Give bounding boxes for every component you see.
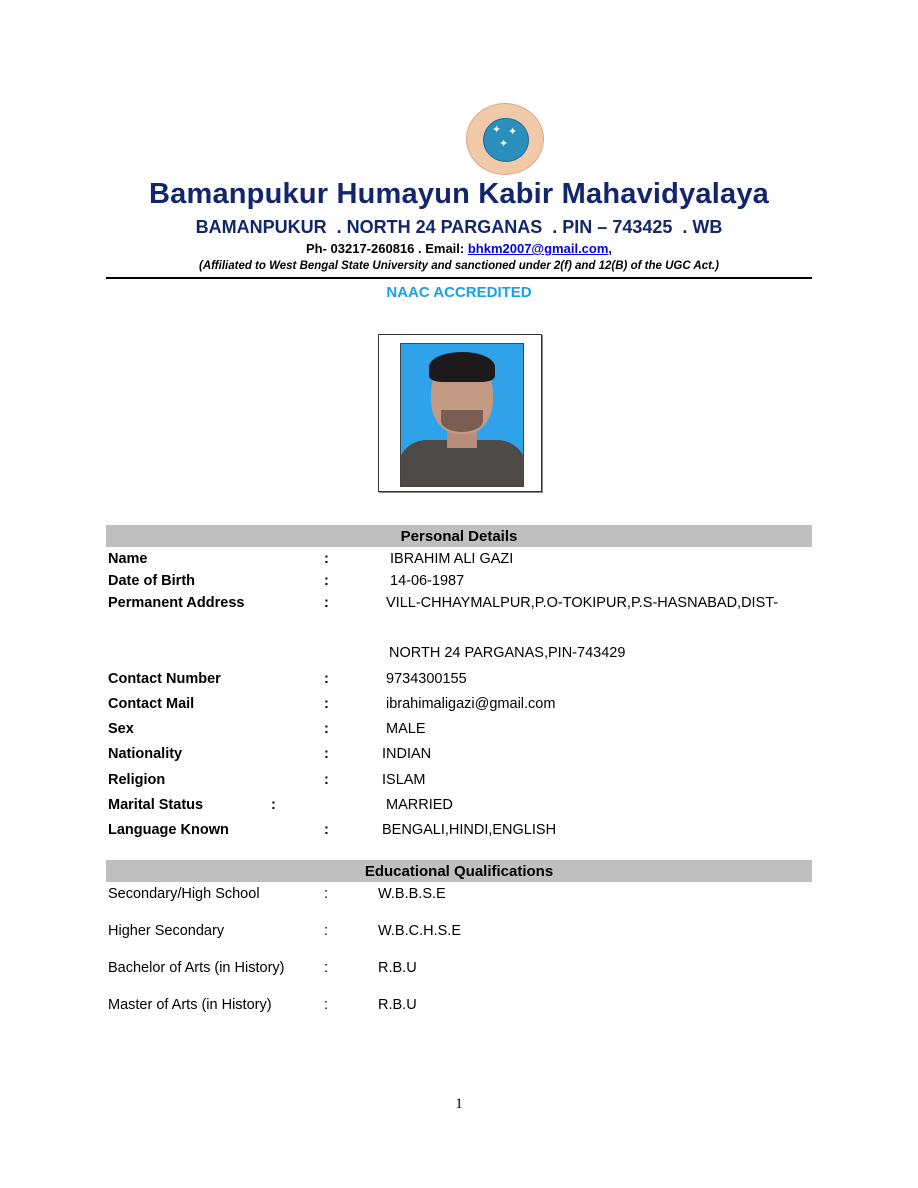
dove-icon: ✦ [508,126,518,138]
row-colon: : [324,960,329,976]
row-label: Nationality [108,746,183,762]
row-label: Sex [108,721,134,737]
row-colon: : [324,746,329,762]
row-value: W.B.B.S.E [378,886,446,902]
row-label: Date of Birth [108,573,195,589]
row-colon: : [324,671,329,687]
row-colon: : [324,923,329,939]
row-label: Religion [108,772,166,788]
profile-photo [400,343,524,487]
institution-name: Bamanpukur Humayun Kabir Mahavidyalaya [148,178,769,210]
row-value: ISLAM [382,772,426,788]
row-label: Contact Mail [108,696,195,712]
row-value: R.B.U [378,960,417,976]
college-emblem-icon [466,103,544,175]
dove-icon: ✦ [499,138,509,150]
row-value: MARRIED [386,797,453,813]
affiliation-note: (Affiliated to West Bengal State University and sanctioned under 2(f) and 12(B) of the UGC Act.) [199,260,719,272]
row-value: BENGALI,HINDI,ENGLISH [382,822,557,838]
row-value: IBRAHIM ALI GAZI [390,551,514,567]
row-value: MALE [386,721,426,737]
email-suffix: , [608,241,613,256]
row-colon: : [324,886,329,902]
dove-icon: ✦ [492,124,502,136]
row-colon: : [324,772,329,788]
email-link[interactable]: bhkm2007@gmail.com [467,241,609,256]
row-value: INDIAN [382,746,432,762]
row-colon: : [324,721,329,737]
row-label: Master of Arts (in History) [108,997,272,1013]
row-colon: : [324,822,329,838]
row-value: VILL-CHHAYMALPUR,P.O-TOKIPUR,P.S-HASNABAD,DIST- [386,595,779,611]
row-value: NORTH 24 PARGANAS,PIN-743429 [389,645,626,661]
personal-details-heading: Personal Details [106,525,812,547]
row-colon: : [324,595,329,611]
row-value: 9734300155 [386,671,467,687]
photo-frame [378,334,542,492]
contact-line [0,241,918,256]
accreditation-label: NAAC ACCREDITED [386,284,532,301]
row-label: Higher Secondary [108,923,225,939]
row-label: Contact Number [108,671,221,687]
row-label: Permanent Address [108,595,245,611]
page-number: 1 [455,1096,463,1112]
row-value: R.B.U [378,997,417,1013]
education-heading: Educational Qualifications [106,860,812,882]
row-colon: : [324,997,329,1013]
phone-label: Ph- 03217-260816 . Email: [305,241,468,256]
education-row-master [108,997,417,1061]
header-divider [106,277,812,279]
row-colon: : [271,797,276,813]
row-value: 14-06-1987 [390,573,465,589]
institution-address: BAMANPUKUR . NORTH 24 PARGANAS . PIN – 743425 . WB [195,217,723,237]
row-colon: : [324,551,329,567]
row-colon: : [324,573,329,589]
emblem-inner-circle [483,118,529,162]
row-label: Secondary/High School [108,886,260,902]
row-colon: : [324,696,329,712]
row-label: Name [108,551,148,567]
row-label: Language Known [108,822,229,838]
row-value: ibrahimaligazi@gmail.com [386,696,556,712]
row-value: W.B.C.H.S.E [378,923,461,939]
row-label: Marital Status [108,797,204,813]
row-label: Bachelor of Arts (in History) [108,960,285,976]
